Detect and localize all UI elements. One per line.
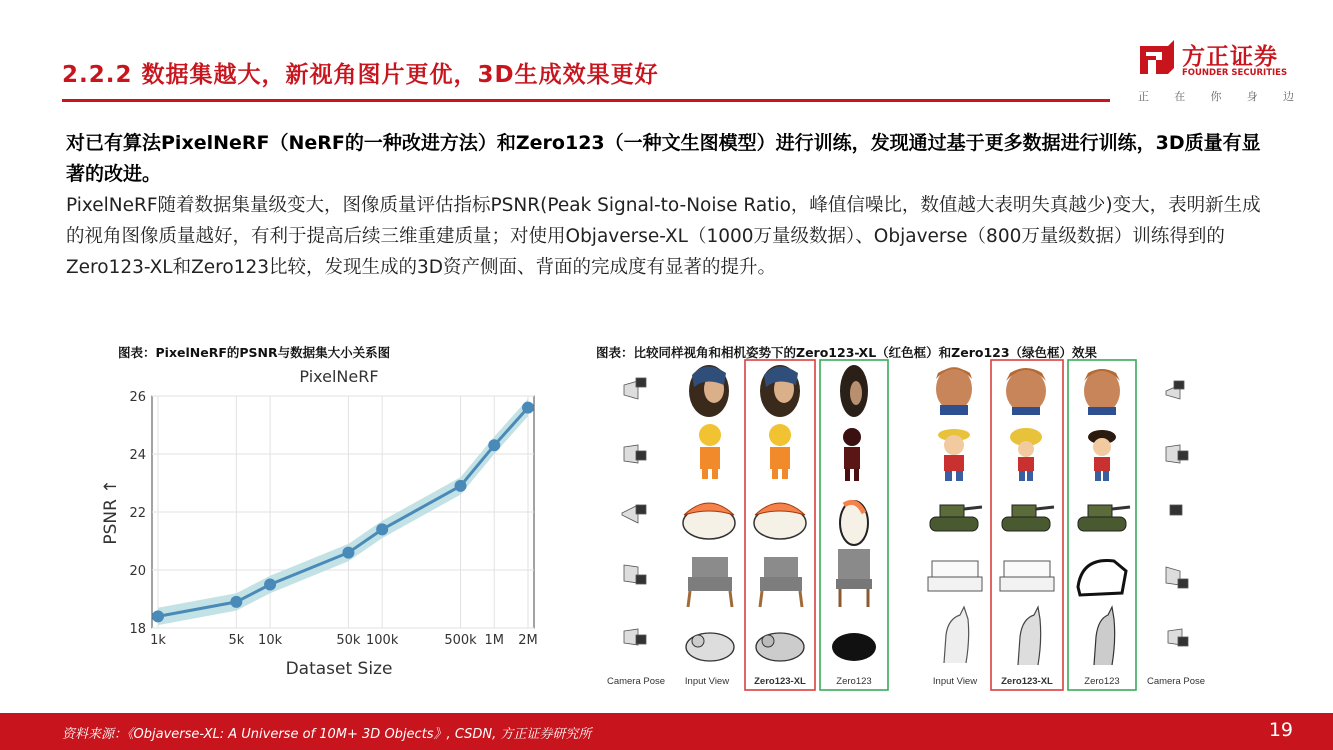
right-figure-caption: 图表：比较同样视角和相机姿势下的Zero123-XL（红色框）和Zero123（绿色框）效果	[596, 345, 1098, 360]
logo-name-cn: 方正证券	[1182, 44, 1278, 70]
sushi-image	[683, 503, 735, 539]
x-tick-label: 10k	[258, 633, 283, 648]
camera-pose-icon	[1166, 381, 1184, 399]
sleeping-dog-image	[686, 633, 734, 661]
x-tick-label: 100k	[366, 633, 399, 648]
zero123-xl-column-left	[754, 365, 806, 661]
data-point	[264, 579, 276, 591]
camera-pose-column-right	[1166, 381, 1188, 646]
camera-pose-icon	[1166, 445, 1188, 463]
y-tick-label: 20	[129, 564, 146, 579]
girl-portrait-image	[689, 365, 729, 417]
camera-pose-icon	[622, 505, 646, 523]
zero123-column-right	[1078, 369, 1130, 665]
col-label: Zero123	[836, 676, 872, 687]
girl-portrait-xl-image	[760, 365, 800, 417]
col-label: Zero123-XL	[754, 676, 806, 687]
col-label: Zero123	[1084, 676, 1120, 687]
x-tick-label: 1k	[150, 633, 166, 648]
armchair-xl-image	[760, 557, 802, 607]
slogan-char: 边	[1283, 90, 1294, 103]
footer-source: 资料来源：《Objaverse-XL: A Universe of 10M+ 3D Objects》, CSDN, 方正证券研究所	[62, 727, 592, 742]
x-tick-label: 500k	[444, 633, 477, 648]
horse-xl-image	[1018, 607, 1041, 665]
camera-pose-column-left	[622, 378, 646, 645]
horse-base-image	[1094, 607, 1115, 665]
page-title: 2.2.2 数据集越大，新视角图片更优，3D生成效果更好	[62, 62, 659, 88]
camera-pose-icon	[1168, 629, 1188, 646]
y-tick-label: 22	[129, 506, 146, 521]
chart-title: PixelNeRF	[299, 367, 379, 386]
slogan-char: 在	[1174, 90, 1186, 103]
logo-name-en: FOUNDER SECURITIES	[1182, 68, 1288, 78]
psnr-line-chart	[96, 360, 556, 682]
naruto-figure-base-image	[843, 428, 861, 481]
van-gogh-base-image	[1084, 369, 1120, 415]
left-figure-caption: 图表：PixelNeRF的PSNR与数据集大小关系图	[118, 345, 391, 360]
sleeping-dog-xl-image	[756, 633, 804, 661]
x-tick-label: 1M	[484, 633, 505, 648]
horse-image	[944, 607, 969, 663]
slogan-char: 身	[1246, 90, 1258, 103]
slogan-char: 你	[1210, 90, 1222, 103]
data-point	[488, 439, 500, 451]
detail-paragraph: PixelNeRF随着数据集量级变大，图像质量评估指标PSNR(Peak Signal-to-Noise Ratio，峰值信噪比，数值越大表明失真越少)变大，表明新生成的视角图像质量越好，有利于提高后续三维重建质量；对使用Objaverse-XL（1000万量级数据）、Objaverse（800万量级数据）训练得到的Zero123-XL和Zero123比较，发现生成的3D资产侧面、背面的完成度有显著的提升。	[66, 195, 1261, 278]
company-logo	[1138, 38, 1298, 104]
data-point	[455, 480, 467, 492]
armchair-image	[688, 557, 732, 607]
sofa-xl-image	[1000, 561, 1054, 591]
tank-base-image	[1078, 505, 1130, 531]
camera-pose-icon	[624, 445, 646, 463]
col-label: Input View	[684, 676, 730, 687]
data-point	[230, 596, 242, 608]
camera-pose-icon	[1170, 505, 1182, 515]
footer-bar	[0, 713, 1333, 750]
data-point	[522, 402, 534, 414]
luffy-figure-xl-image	[1010, 428, 1042, 481]
data-point	[152, 610, 164, 622]
data-point	[376, 523, 388, 535]
sofa-base-image	[1078, 561, 1126, 595]
camera-pose-icon	[624, 378, 646, 399]
col-label: Camera Pose	[1146, 676, 1206, 687]
data-point	[342, 547, 354, 559]
x-axis-label: Dataset Size	[285, 659, 393, 679]
van-gogh-xl-image	[1006, 368, 1046, 415]
x-tick-label: 50k	[336, 633, 361, 648]
tank-image	[930, 505, 982, 531]
camera-pose-icon	[1166, 567, 1188, 588]
x-tick-label: 2M	[518, 633, 538, 648]
page-number: 19	[1268, 719, 1293, 741]
luffy-figure-image	[938, 429, 970, 481]
col-label: Zero123-XL	[1001, 676, 1053, 687]
van-gogh-image	[936, 367, 972, 415]
naruto-figure-image	[699, 424, 721, 479]
y-tick-label: 26	[129, 390, 146, 405]
summary-paragraph: 对已有算法PixelNeRF（NeRF的一种改进方法）和Zero123（一种文生图模型）进行训练，发现通过基于更多数据进行训练，3D质量有显著的改进。	[66, 132, 1261, 185]
input-view-column-right	[928, 367, 982, 663]
tank-xl-image	[1002, 505, 1054, 531]
slogan-char: 正	[1138, 90, 1149, 103]
comparison-image-grid	[594, 357, 1218, 691]
zero123-xl-column-right	[1000, 368, 1054, 665]
armchair-base-image	[836, 549, 872, 607]
y-axis-label: PSNR ↑	[101, 479, 121, 545]
y-tick-label: 24	[129, 448, 146, 463]
luffy-figure-base-image	[1088, 430, 1116, 481]
girl-portrait-base-image	[840, 365, 868, 417]
camera-pose-icon	[624, 629, 646, 645]
x-tick-label: 5k	[228, 633, 245, 648]
naruto-figure-xl-image	[769, 424, 791, 479]
input-view-column-left	[683, 365, 735, 661]
sofa-image	[928, 561, 982, 591]
title-divider	[62, 99, 1110, 102]
zero123-column-left	[832, 365, 876, 661]
sushi-base-image	[840, 501, 868, 545]
founder-logo-icon	[1138, 38, 1176, 76]
sleeping-dog-base-image	[832, 633, 876, 661]
y-tick-label: 18	[129, 622, 146, 637]
camera-pose-icon	[624, 565, 646, 584]
col-label: Input View	[932, 676, 978, 687]
sushi-xl-image	[754, 503, 806, 539]
col-label: Camera Pose	[606, 676, 666, 687]
logo-slogan	[1138, 88, 1294, 104]
